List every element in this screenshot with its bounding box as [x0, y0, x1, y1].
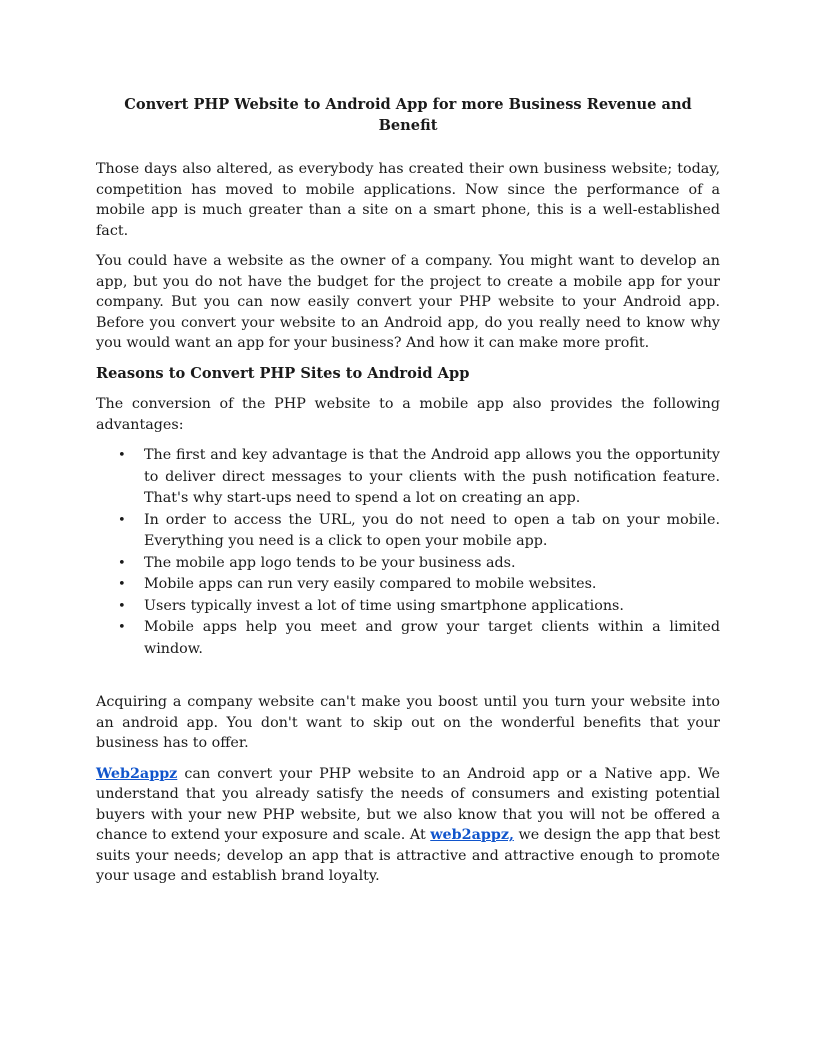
intro-paragraph-2: You could have a website as the owner of a company. You might want to develop an app, but you do not have the budget for the project to create a mobile app for your company. But you can now easily convert your PHP website to your Android app. Before you convert your website to an Android app, do you really need to know why you would want an app for your business? And how it can make more profit. — [96, 253, 720, 351]
list-item — [96, 596, 720, 618]
list-item-text: The first and key advantage is that the Android app allows you the opportunity to deliver direct messages to your clients with the push notification feature. That's why start-ups need to spend a lot on creating an app. — [144, 447, 720, 506]
page-title: Convert PHP Website to Android App for more Business Revenue and Benefit — [124, 96, 692, 134]
final-paragraph — [96, 764, 720, 887]
section-heading: Reasons to Convert PHP Sites to Android App — [96, 364, 470, 382]
bullet-icon: • — [118, 448, 126, 463]
list-intro: The conversion of the PHP website to a mobile app also provides the following advantages: — [96, 396, 720, 433]
list-item — [96, 617, 720, 660]
web2appz-inline-link[interactable]: web2appz, — [430, 827, 514, 843]
list-item-text: Mobile apps help you meet and grow your target clients within a limited window. — [144, 619, 720, 657]
spacer — [96, 670, 720, 692]
list-item-text: In order to access the URL, you do not need to open a tab on your mobile. Everything you need is a click to open your mobile app. — [144, 511, 720, 549]
final-paragraph-text-2: we design the app that best suits your needs; develop an app that is attractive and attractive enough to promote your usage and establish brand loyalty. — [96, 827, 720, 884]
bullet-icon: • — [118, 555, 126, 571]
list-item-text: The mobile app logo tends to be your business ads. — [144, 554, 516, 571]
bullet-icon: • — [118, 512, 126, 528]
bullet-icon: • — [118, 620, 126, 635]
list-item — [96, 574, 720, 596]
closing-paragraph: Acquiring a company website can't make you boost until you turn your website into an android app. You don't want to skip out on the wonderful benefits that your business has to offer. — [96, 694, 720, 751]
web2appz-link[interactable]: Web2appz — [96, 765, 178, 782]
list-item — [96, 510, 720, 553]
document-page — [96, 95, 720, 897]
list-item — [96, 445, 720, 510]
advantages-list — [96, 445, 720, 660]
bullet-icon: • — [118, 577, 126, 592]
list-item — [96, 553, 720, 575]
final-paragraph-text-1: can convert your PHP website to an Android app or a Native app. We understand that you already satisfy the needs of consumers and existing potential buyers with your new PHP website, but we also know that you will not be offered a chance to extend your exposure and scale. At — [96, 765, 720, 843]
list-item-text: Mobile apps can run very easily compared to mobile websites. — [144, 576, 597, 592]
bullet-icon: • — [118, 598, 126, 614]
intro-paragraph-1: Those days also altered, as everybody has created their own business website; today, competition has moved to mobile applications. Now since the performance of a mobile app is much greater than a site on a smart phone, this is a well-established fact. — [96, 161, 720, 239]
list-item-text: Users typically invest a lot of time using smartphone applications. — [144, 597, 624, 614]
